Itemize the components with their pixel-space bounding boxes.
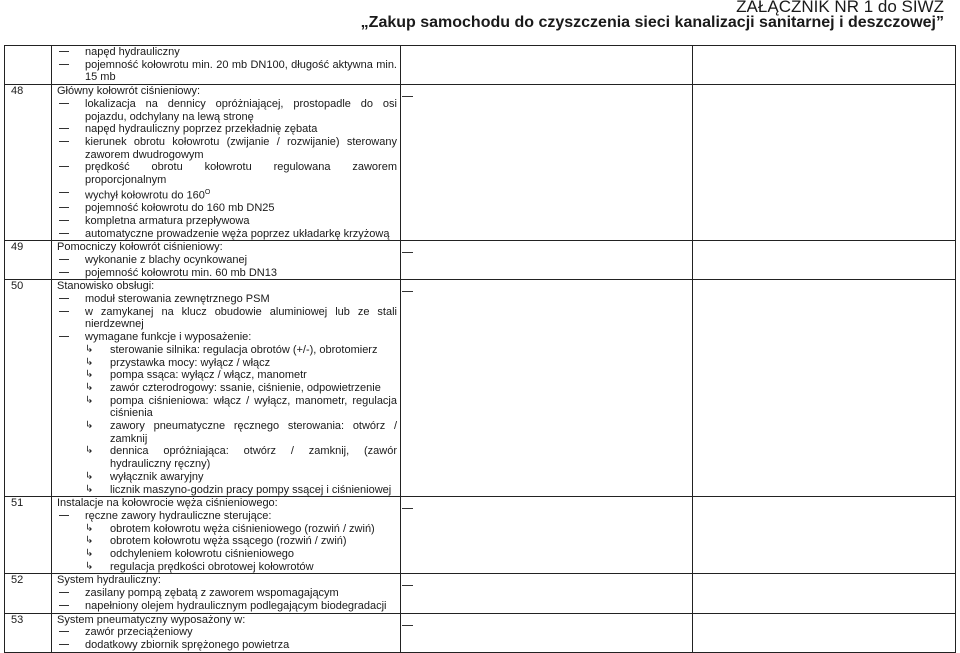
answer-dash [402, 96, 413, 97]
sub-list-item: ↳ pompa ciśnieniowa: włącz / wyłącz, manometr, regulacja ciśnienia [85, 394, 397, 420]
return-arrow-icon: ↳ [85, 535, 94, 547]
dash-icon [57, 639, 85, 652]
sub-list-item: ↳ dennica opróżniająca: otwórz / zamknij, (zawór hydrauliczny ręczny) [85, 445, 397, 471]
row-description [52, 574, 401, 613]
answer-cell [401, 46, 693, 85]
list-item: kompletna armatura przepływowa [57, 215, 397, 228]
list-item: lokalizacja na dennicy opróżniającej, prostopadle do osi pojazdu, odchylany na lewą stronę [57, 98, 397, 123]
dash-icon [57, 600, 85, 613]
answer-cell [401, 574, 693, 613]
remarks-cell [693, 280, 956, 497]
return-arrow-icon: ↳ [85, 483, 94, 495]
remarks-cell [693, 46, 956, 85]
list-item: wymagane funkcje i wyposażenie: [57, 331, 397, 344]
row-description [52, 85, 401, 241]
table-row [5, 497, 956, 574]
remarks-cell [693, 613, 956, 652]
answer-cell [401, 280, 693, 497]
row-title: Instalacje na kołowrocie węża ciśnieniowego: [57, 497, 278, 510]
return-arrow-icon: ↳ [85, 522, 94, 534]
dash-icon [57, 59, 85, 72]
return-arrow-icon: ↳ [85, 420, 94, 432]
row-title: Stanowisko obsługi: [57, 280, 155, 293]
dash-icon [57, 187, 85, 200]
dash-icon [57, 136, 85, 149]
row-description [52, 280, 401, 497]
row-number: 52 [5, 574, 52, 613]
list-item: napęd hydrauliczny [57, 46, 397, 59]
sub-list-item: ↳ licznik maszyno-godzin pracy pompy ssącej i ciśnieniowej [85, 483, 392, 496]
sub-list-item: ↳ obrotem kołowrotu węża ssącego (rozwiń / zwiń) [85, 535, 347, 548]
return-arrow-icon: ↳ [85, 343, 94, 355]
degree-sign: O [204, 188, 211, 196]
row-number: 53 [5, 613, 52, 652]
dash-icon [57, 98, 85, 111]
answer-dash [402, 508, 413, 509]
dash-icon [57, 306, 85, 319]
answer-dash [402, 585, 413, 586]
dash-icon [57, 626, 85, 639]
list-item: zawór przeciążeniowy [57, 626, 397, 639]
remarks-cell [693, 241, 956, 280]
specification-table [4, 45, 956, 653]
sub-list-item: ↳ pompa ssąca: wyłącz / włącz, manometr [85, 369, 307, 382]
list-item: zasilany pompą zębatą z zaworem wspomagającym [57, 587, 397, 600]
sub-list-item: ↳ wyłącznik awaryjny [85, 470, 204, 483]
return-arrow-icon: ↳ [85, 445, 94, 457]
dash-icon [57, 46, 85, 59]
answer-dash [402, 291, 413, 292]
dash-icon [57, 293, 85, 306]
list-item: napełniony olejem hydraulicznym podlegającym biodegradacji [57, 600, 397, 613]
sub-list-item: ↳ odchyleniem kołowrotu ciśnieniowego [85, 548, 295, 561]
row-number: 51 [5, 497, 52, 574]
table-row [5, 613, 956, 652]
answer-dash [402, 252, 413, 253]
row-number [5, 46, 52, 85]
attachment-label: ZAŁĄCZNIK NR 1 do SIWZ [736, 0, 944, 16]
row-title: Główny kołowrót ciśnieniowy: [57, 85, 201, 98]
sub-list-item: ↳ zawory pneumatyczne ręcznego sterowania: otwórz / zamknij [85, 420, 397, 445]
list-item: pojemność kołowrotu do 160 mb DN25 [57, 202, 397, 215]
list-item: prędkość obrotu kołowrotu regulowana zaworem proporcjonalnym [57, 161, 397, 186]
sub-list-item: ↳ obrotem kołowrotu węża ciśnieniowego (rozwiń / zwiń) [85, 522, 375, 535]
remarks-cell [693, 85, 956, 241]
dash-icon [57, 161, 85, 174]
dash-icon [57, 202, 85, 215]
return-arrow-icon: ↳ [85, 369, 94, 381]
row-number: 48 [5, 85, 52, 241]
row-title: System hydrauliczny: [57, 574, 161, 587]
row-description [52, 241, 401, 280]
sub-list-item: ↳ regulacja prędkości obrotowej kołowrotów [85, 560, 314, 573]
dash-icon [57, 331, 85, 344]
table-row [5, 85, 956, 241]
list-item: napęd hydrauliczny poprzez przekładnię zębata [57, 123, 397, 136]
list-item: ręczne zawory hydrauliczne sterujące: [57, 510, 397, 523]
row-title: System pneumatyczny wyposażony w: [57, 613, 246, 626]
dash-icon [57, 587, 85, 600]
sub-list-item: ↳ sterowanie silnika: regulacja obrotów (+/-), obrotomierz [85, 343, 378, 356]
dash-icon [57, 254, 85, 267]
list-item: automatyczne prowadzenie węża poprzez układarkę krzyżową [57, 228, 397, 241]
list-item: dodatkowy zbiornik sprężonego powietrza [57, 639, 397, 652]
answer-cell [401, 613, 693, 652]
return-arrow-icon: ↳ [85, 470, 94, 482]
table-row [5, 574, 956, 613]
list-item: wychył kołowrotu do $160^O$ [57, 187, 397, 202]
row-description [52, 613, 401, 652]
list-item: kierunek obrotu kołowrotu (zwijanie / rozwijanie) sterowany zaworem dwudrogowym [57, 136, 397, 161]
answer-cell [401, 241, 693, 280]
list-item: wykonanie z blachy ocynkowanej [57, 254, 397, 267]
row-number: 50 [5, 280, 52, 497]
dash-icon [57, 510, 85, 523]
row-number: 49 [5, 241, 52, 280]
row-description [52, 46, 401, 85]
table-row [5, 46, 956, 85]
return-arrow-icon: ↳ [85, 394, 94, 406]
list-item: w zamykanej na klucz obudowie aluminiowej lub ze stali nierdzewnej [57, 306, 397, 331]
table-row [5, 241, 956, 280]
remarks-cell [693, 574, 956, 613]
row-description [52, 497, 401, 574]
answer-dash [402, 625, 413, 626]
row-title: Pomocniczy kołowrót ciśnieniowy: [57, 241, 223, 254]
remarks-cell [693, 497, 956, 574]
answer-cell [401, 497, 693, 574]
answer-cell [401, 85, 693, 241]
list-item: pojemność kołowrotu min. 60 mb DN13 [57, 267, 397, 280]
dash-icon [57, 215, 85, 228]
list-item: moduł sterowania zewnętrznego PSM [57, 293, 397, 306]
dash-icon [57, 228, 85, 241]
document-title: „Zakup samochodu do czyszczenia sieci kanalizacji sanitarnej i deszczowej” [360, 14, 944, 31]
sub-list-item: ↳ przystawka mocy: wyłącz / włącz [85, 356, 271, 369]
return-arrow-icon: ↳ [85, 356, 94, 368]
dash-icon [57, 123, 85, 136]
return-arrow-icon: ↳ [85, 548, 94, 560]
dash-icon [57, 267, 85, 280]
sub-list-item: ↳ zawór czterodrogowy: ssanie, ciśnienie, odpowietrzenie [85, 381, 381, 394]
table-row [5, 280, 956, 497]
list-item: pojemność kołowrotu min. 20 mb DN100, długość aktywna min. 15 mb [57, 59, 397, 84]
return-arrow-icon: ↳ [85, 560, 94, 572]
return-arrow-icon: ↳ [85, 381, 94, 393]
